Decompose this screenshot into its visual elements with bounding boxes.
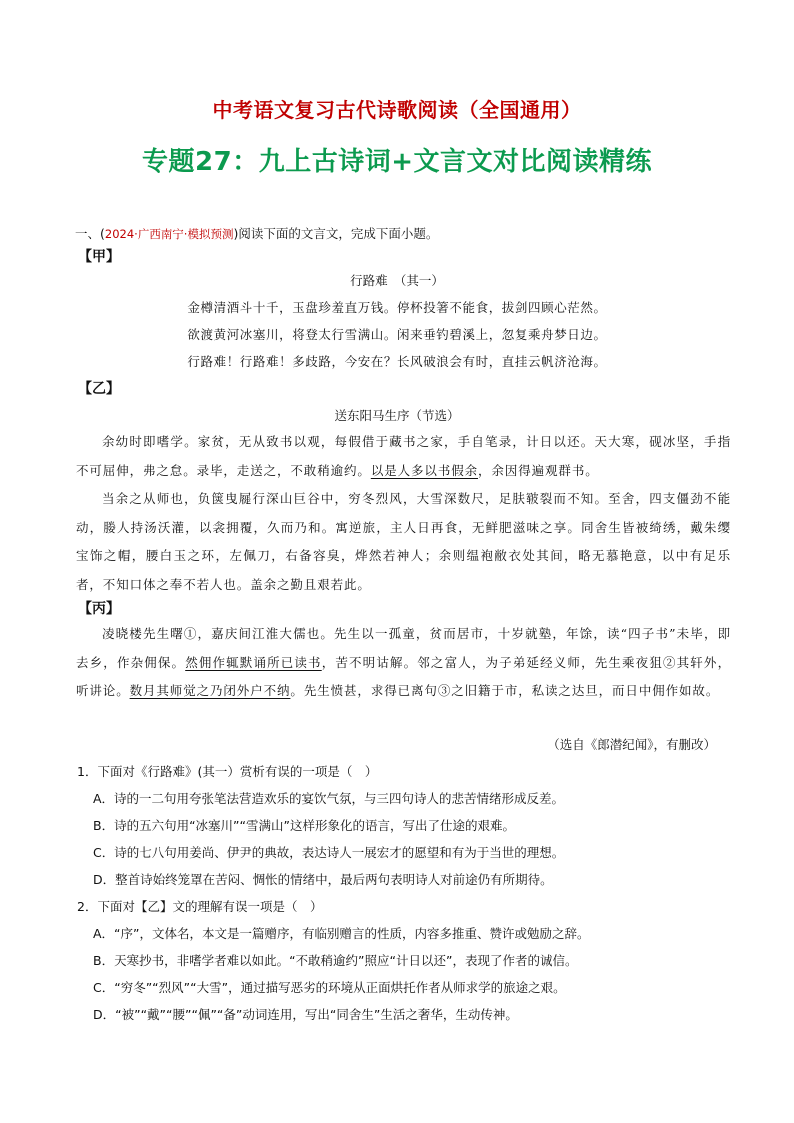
- prose-paragraph: [76, 428, 731, 485]
- paragraph-text: ，余因得遍观群书。: [478, 462, 599, 478]
- poem-line: 金樽清酒斗十千，玉盘珍羞直万钱。停杯投箸不能食，拔剑四顾心茫然。: [187, 300, 607, 315]
- paragraph-text: 。先生愤甚，求得已离句③之旧籍于市，私读之达旦，而日中佣作如故。: [290, 683, 720, 698]
- poem-title: 行路难 （其一）: [350, 273, 444, 288]
- source-citation: （选自《郎潜纪闻》，有删改）: [547, 737, 716, 752]
- label-yi: 【乙】: [78, 381, 120, 397]
- underlined-sentence: 然佣作辄默诵所已读书: [185, 654, 322, 670]
- question-stem: 2．下面对【乙】文的理解有误一项是（ ）: [77, 899, 323, 914]
- document-title: 中考语文复习古代诗歌阅读（全国通用）: [212, 98, 582, 122]
- question-option: C．“穷冬”“烈风”“大雪”，通过描写恶劣的环境从正面烘托作者从师求学的旅途之艰。: [93, 980, 566, 995]
- question-option: A．“序”，文体名，本文是一篇赠序，有临别赠言的性质，内容多推重、赞许或勉励之辞。: [93, 926, 590, 941]
- prose-title: 送东阳马生序（节选）: [334, 408, 460, 423]
- section-prefix: 一、(: [75, 226, 105, 241]
- document-subtitle: 专题27：九上古诗词+文言文对比阅读精练: [142, 147, 652, 177]
- underlined-sentence: 以是人多以书假余: [370, 462, 479, 478]
- prose-paragraph: 当余之从师也，负箧曳屣行深山巨谷中，穷冬烈风，大雪深数尺，足肤皲裂而不知。至舍，四支僵劲不能动，媵人持汤沃灌，以衾拥覆，久而乃和。寓逆旅，主人日再食，无鲜肥滋味之享。同舍生皆被绮绣，戴朱缨宝饰之帽，腰白玉之环，左佩刀，右备容臭，烨然若神人；余则缊袍敝衣处其间，略无慕艳意，以中有足乐者，不知口体之奉不若人也。盖余之勤且艰若此。: [76, 491, 731, 592]
- label-jia: 【甲】: [78, 249, 120, 265]
- question-option: A．诗的一二句用夸张笔法营造欢乐的宴饮气氛，与三四句诗人的悲苦情绪形成反差。: [93, 791, 565, 806]
- question-option: D．整首诗始终笼罩在苦闷、惆怅的情绪中，最后两句表明诗人对前途仍有所期待。: [93, 872, 553, 887]
- question-stem: 1．下面对《行路难》(其一）赏析有误的一项是（ ）: [77, 764, 378, 779]
- paragraph-text: 凌晓楼先生曙①，嘉庆间江淮大儒也。先生以一孤童，贫而居市，十岁就塾，年馀，读“四子书”未毕，即去乡，作杂佣保。: [76, 626, 731, 670]
- question-option: B．天寒抄书，非嗜学者难以如此。“不敢稍逾约”照应“计日以还”，表现了作者的诚信。: [93, 953, 578, 968]
- question-option: B．诗的五六句用“冰塞川”“雪满山”这样形象化的语言，写出了仕途的艰难。: [93, 818, 515, 833]
- section-heading: [75, 224, 438, 242]
- section-source: 2024·广西南宁·模拟预测: [104, 227, 234, 241]
- question-option: C．诗的七八句用姜尚、伊尹的典故，表达诗人一展宏才的愿望和有为于当世的理想。: [93, 845, 565, 860]
- poem-line: 欲渡黄河冰塞川，将登太行雪满山。闲来垂钓碧溪上，忽复乘舟梦日边。: [187, 327, 607, 342]
- label-bing: 【丙】: [78, 601, 120, 617]
- section-instruction: )阅读下面的文言文，完成下面小题。: [233, 226, 439, 241]
- paragraph-text: 余幼时即嗜学。家贫，无从致书以观，每假借于藏书之家，手自笔录，计日以还。天大寒，砚冰坚，手指不可屈伸，弗之怠。录毕，走送之，不敢稍逾约。: [76, 434, 731, 478]
- underlined-sentence: 数月其师觉之乃闭外户不纳: [129, 683, 291, 698]
- paragraph-text: ，苦不明诂解。邻之富人，为子弟延经义师，先生乘夜狙②其轩外，听讲论。: [76, 654, 731, 698]
- poem-line: 行路难！行路难！多歧路，今安在？长风破浪会有时，直挂云帆济沧海。: [187, 354, 607, 369]
- question-option: D．“被”“戴”“腰”“佩”“备”动词连用，写出“同舍生”生活之奢华，生动传神。: [93, 1007, 518, 1022]
- prose-paragraph: [76, 620, 731, 706]
